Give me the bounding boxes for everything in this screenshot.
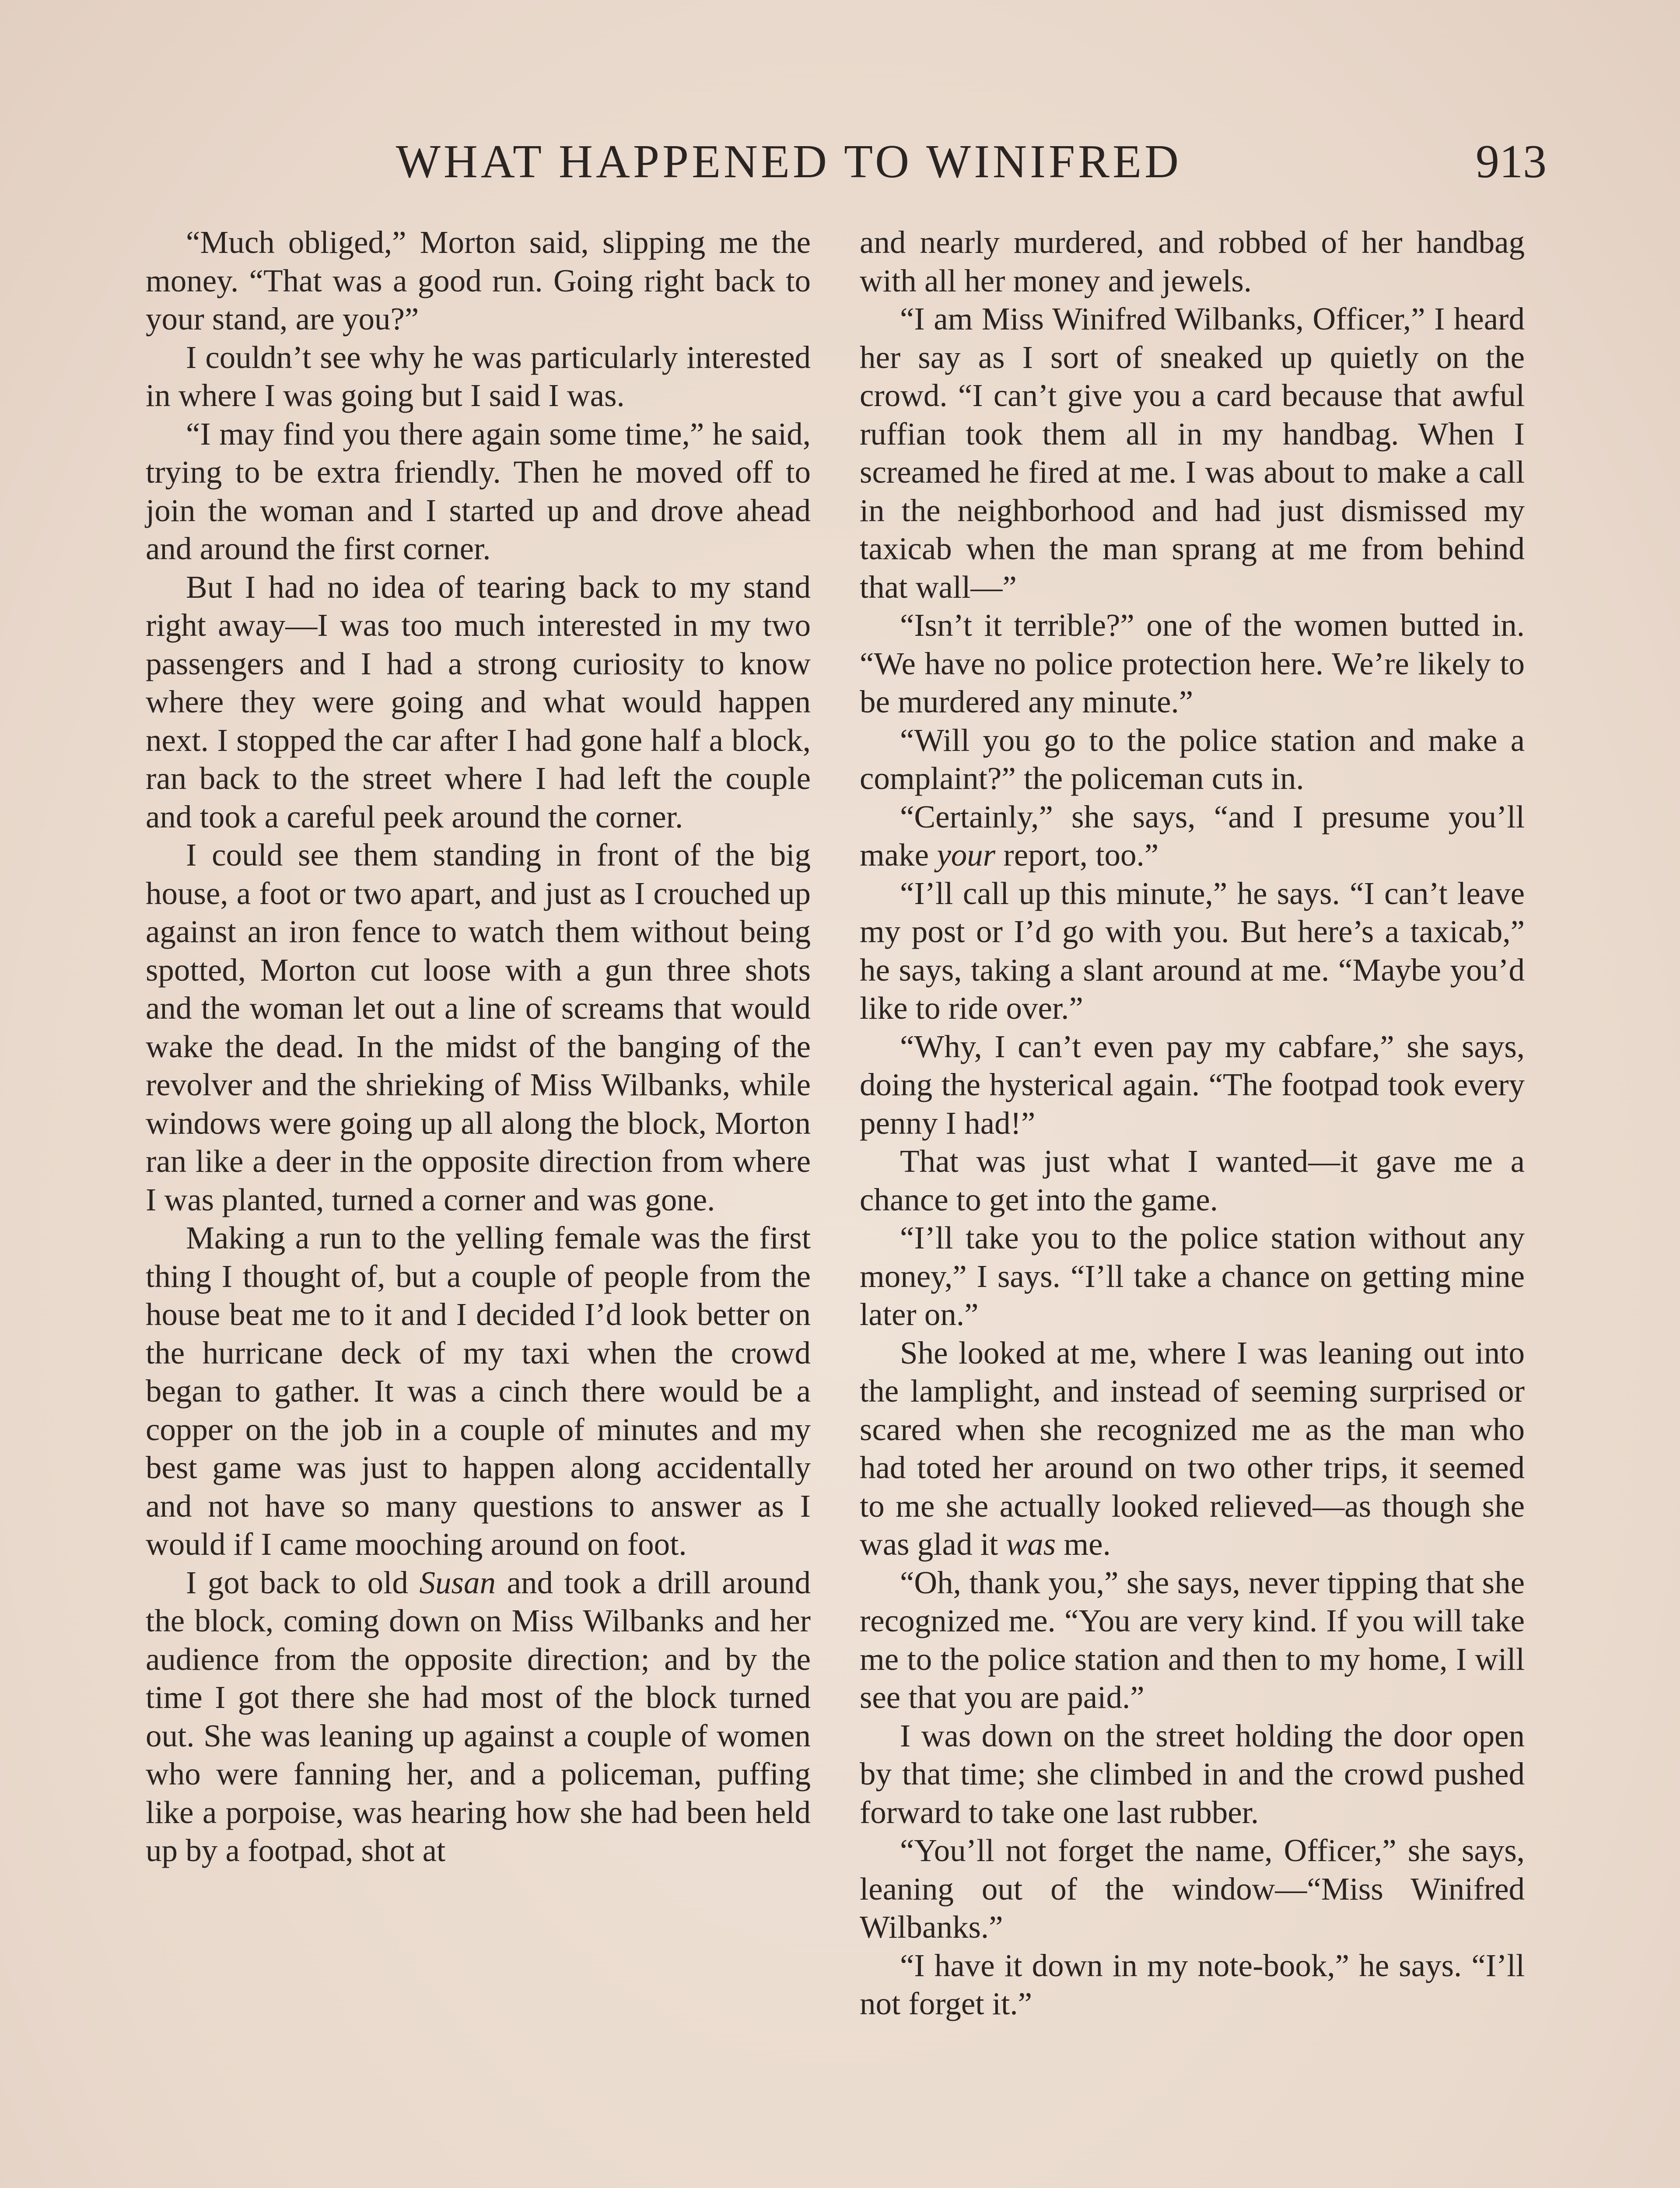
paragraph-text: me. [1056, 1526, 1111, 1562]
paragraph: “Will you go to the police station and make a complaint?” the policeman cuts in. [860, 722, 1525, 796]
paragraph-continued: and nearly murdered, and robbed of her handbag with all her money and jewels. [860, 224, 1525, 298]
italic-car-name: Susan [419, 1564, 496, 1600]
page-header [396, 127, 1547, 197]
paragraph: “I have it down in my note-book,” he says. “I’ll not forget it.” [860, 1947, 1525, 2021]
paragraph: I could see them standing in front of the big house, a foot or two apart, and just as I crouched up against an iron fence to watch them without being spotted, Morton cut loose with a gun three shots and the woman let out a line of screams that would wake the dead. In the midst of the banging of the revolver and the shrieking of Miss Wilbanks, while windows were going up all along the block, Morton ran like a deer in the opposite direction from where I was planted, turned a corner and was gone. [146, 837, 811, 1217]
paragraph: “Why, I can’t even pay my cabfare,” she says, doing the hysterical again. “The footpad took every penny I had!” [860, 1028, 1525, 1141]
paragraph [860, 1334, 1525, 1564]
paragraph [146, 1564, 811, 1870]
text-column-left [146, 223, 811, 1870]
paragraph-text: “Certainly,” she says, “and I presume you’ll make [860, 799, 1525, 873]
paragraph: I was down on the street holding the door open by that time; she climbed in and the crowd pushed forward to take one last rubber. [860, 1718, 1525, 1830]
paragraph: “I may find you there again some time,” he said, trying to be extra friendly. Then he moved off to join the woman and I started up and drove ahead and around the first corner. [146, 416, 811, 566]
text-column-right [860, 223, 1525, 2023]
italic-word: was [1006, 1526, 1056, 1562]
paragraph: “Much obliged,” Morton said, slipping me the money. “That was a good run. Going right back to your stand, are you?” [146, 224, 811, 337]
page-number: 913 [1476, 136, 1547, 188]
paragraph [860, 798, 1525, 874]
paragraph-text: I got back to old [186, 1564, 420, 1600]
paragraph: “I’ll call up this minute,” he says. “I can’t leave my post or I’d go with you. But here’s a taxicab,” he says, taking a slant around at me. “Maybe you’d like to ride over.” [860, 875, 1525, 1026]
paragraph: “You’ll not forget the name, Officer,” she says, leaning out of the window—“Miss Winifred Wilbanks.” [860, 1833, 1525, 1945]
paragraph-text: She looked at me, where I was leaning out into the lamplight, and instead of seeming surprised or scared when she recognized me as the man who had toted her around on two other trips, it seemed to me she actually looked relieved—as though she was glad it [860, 1335, 1525, 1562]
paragraph: “I’ll take you to the police station without any money,” I says. “I’ll take a chance on getting mine later on.” [860, 1220, 1525, 1332]
paragraph: “I am Miss Winifred Wilbanks, Officer,” I heard her say as I sort of sneaked up quietly on the crowd. “I can’t give you a card because that awful ruffian took them all in my handbag. When I screamed he fired at me. I was about to make a call in the neighborhood and had just dismissed my taxicab when the man sprang at me from behind that wall—” [860, 301, 1525, 605]
paragraph: But I had no idea of tearing back to my stand right away—I was too much interested in my two passengers and I had a strong curiosity to know where they were going and what would happen next. I stopped the car after I had gone half a block, ran back to the street where I had left the couple and took a careful peek around the corner. [146, 569, 811, 835]
paragraph-text: report, too.” [995, 837, 1159, 873]
paragraph: “Isn’t it terrible?” one of the women butted in. “We have no police protection here. We’re likely to be murdered any minute.” [860, 607, 1525, 719]
running-title: WHAT HAPPENED TO WINIFRED [396, 136, 1182, 188]
italic-word: your [937, 837, 996, 873]
paragraph: I couldn’t see why he was particularly interested in where I was going but I said I was. [146, 339, 811, 413]
paragraph: “Oh, thank you,” she says, never tipping that she recognized me. “You are very kind. If you will take me to the police station and then to my home, I will see that you are paid.” [860, 1564, 1525, 1715]
paragraph: That was just what I wanted—it gave me a chance to get into the game. [860, 1143, 1525, 1217]
paragraph-text: and took a drill around the block, coming down on Miss Wilbanks and her audience from the opposite direction; and by the time I got there she had most of the block turned out. She was leaning up against a couple of women who were fanning her, and a policeman, puffing like a porpoise, was hearing how she had been held up by a footpad, shot at [146, 1564, 811, 1868]
paragraph: Making a run to the yelling female was the first thing I thought of, but a couple of people from the house beat me to it and I decided I’d look better on the hurricane deck of my taxi when the crowd began to gather. It was a cinch there would be a copper on the job in a couple of minutes and my best game was just to happen along accidentally and not have so many questions to answer as I would if I came mooching around on foot. [146, 1220, 811, 1562]
